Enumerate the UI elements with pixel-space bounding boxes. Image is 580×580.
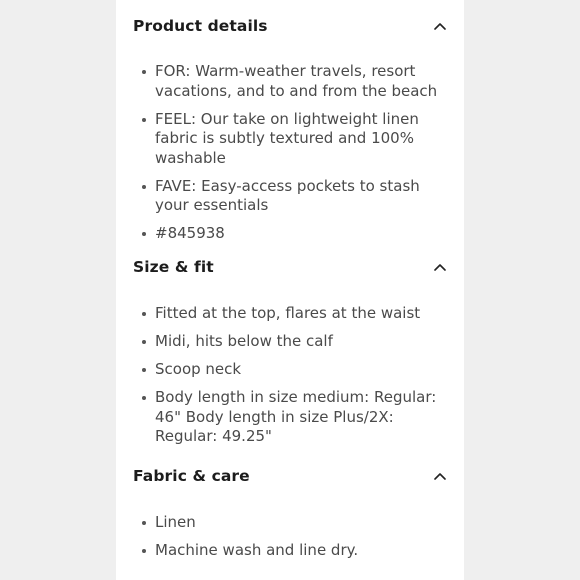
fabric-care-list [116,513,464,561]
size-fit-list [116,304,464,447]
list-item: FAVE: Easy-access pockets to stash your essentials [116,177,464,216]
section-title: Fabric & care [133,466,250,485]
product-details-list [116,62,464,244]
section-title: Size & fit [133,258,214,276]
list-item: FOR: Warm-weather travels, resort vacations, and to and from the beach [116,62,464,101]
list-item: Midi, hits below the calf [116,332,464,352]
list-item: Body length in size medium: Regular: 46" Body length in size Plus/2X: Regular: 49.25" [116,388,464,447]
section-title: Product details [133,17,268,35]
chevron-up-icon[interactable] [433,469,447,483]
list-item: FEEL: Our take on lightweight linen fabric is subtly textured and 100% washable [116,110,464,169]
list-item: Scoop neck [116,360,464,380]
section-product-details [116,11,464,244]
product-details-header[interactable] [116,11,464,41]
fabric-care-header[interactable] [116,461,464,491]
chevron-up-icon[interactable] [433,19,447,33]
section-size-fit [116,252,464,447]
list-item: Fitted at the top, flares at the waist [116,304,464,324]
size-fit-header[interactable] [116,252,464,282]
list-item: Machine wash and line dry. [116,541,464,561]
chevron-up-icon[interactable] [433,260,447,274]
list-item: #845938 [116,224,464,244]
section-fabric-care [116,461,464,561]
list-item: Linen [116,513,464,533]
product-info-panel [116,0,464,580]
